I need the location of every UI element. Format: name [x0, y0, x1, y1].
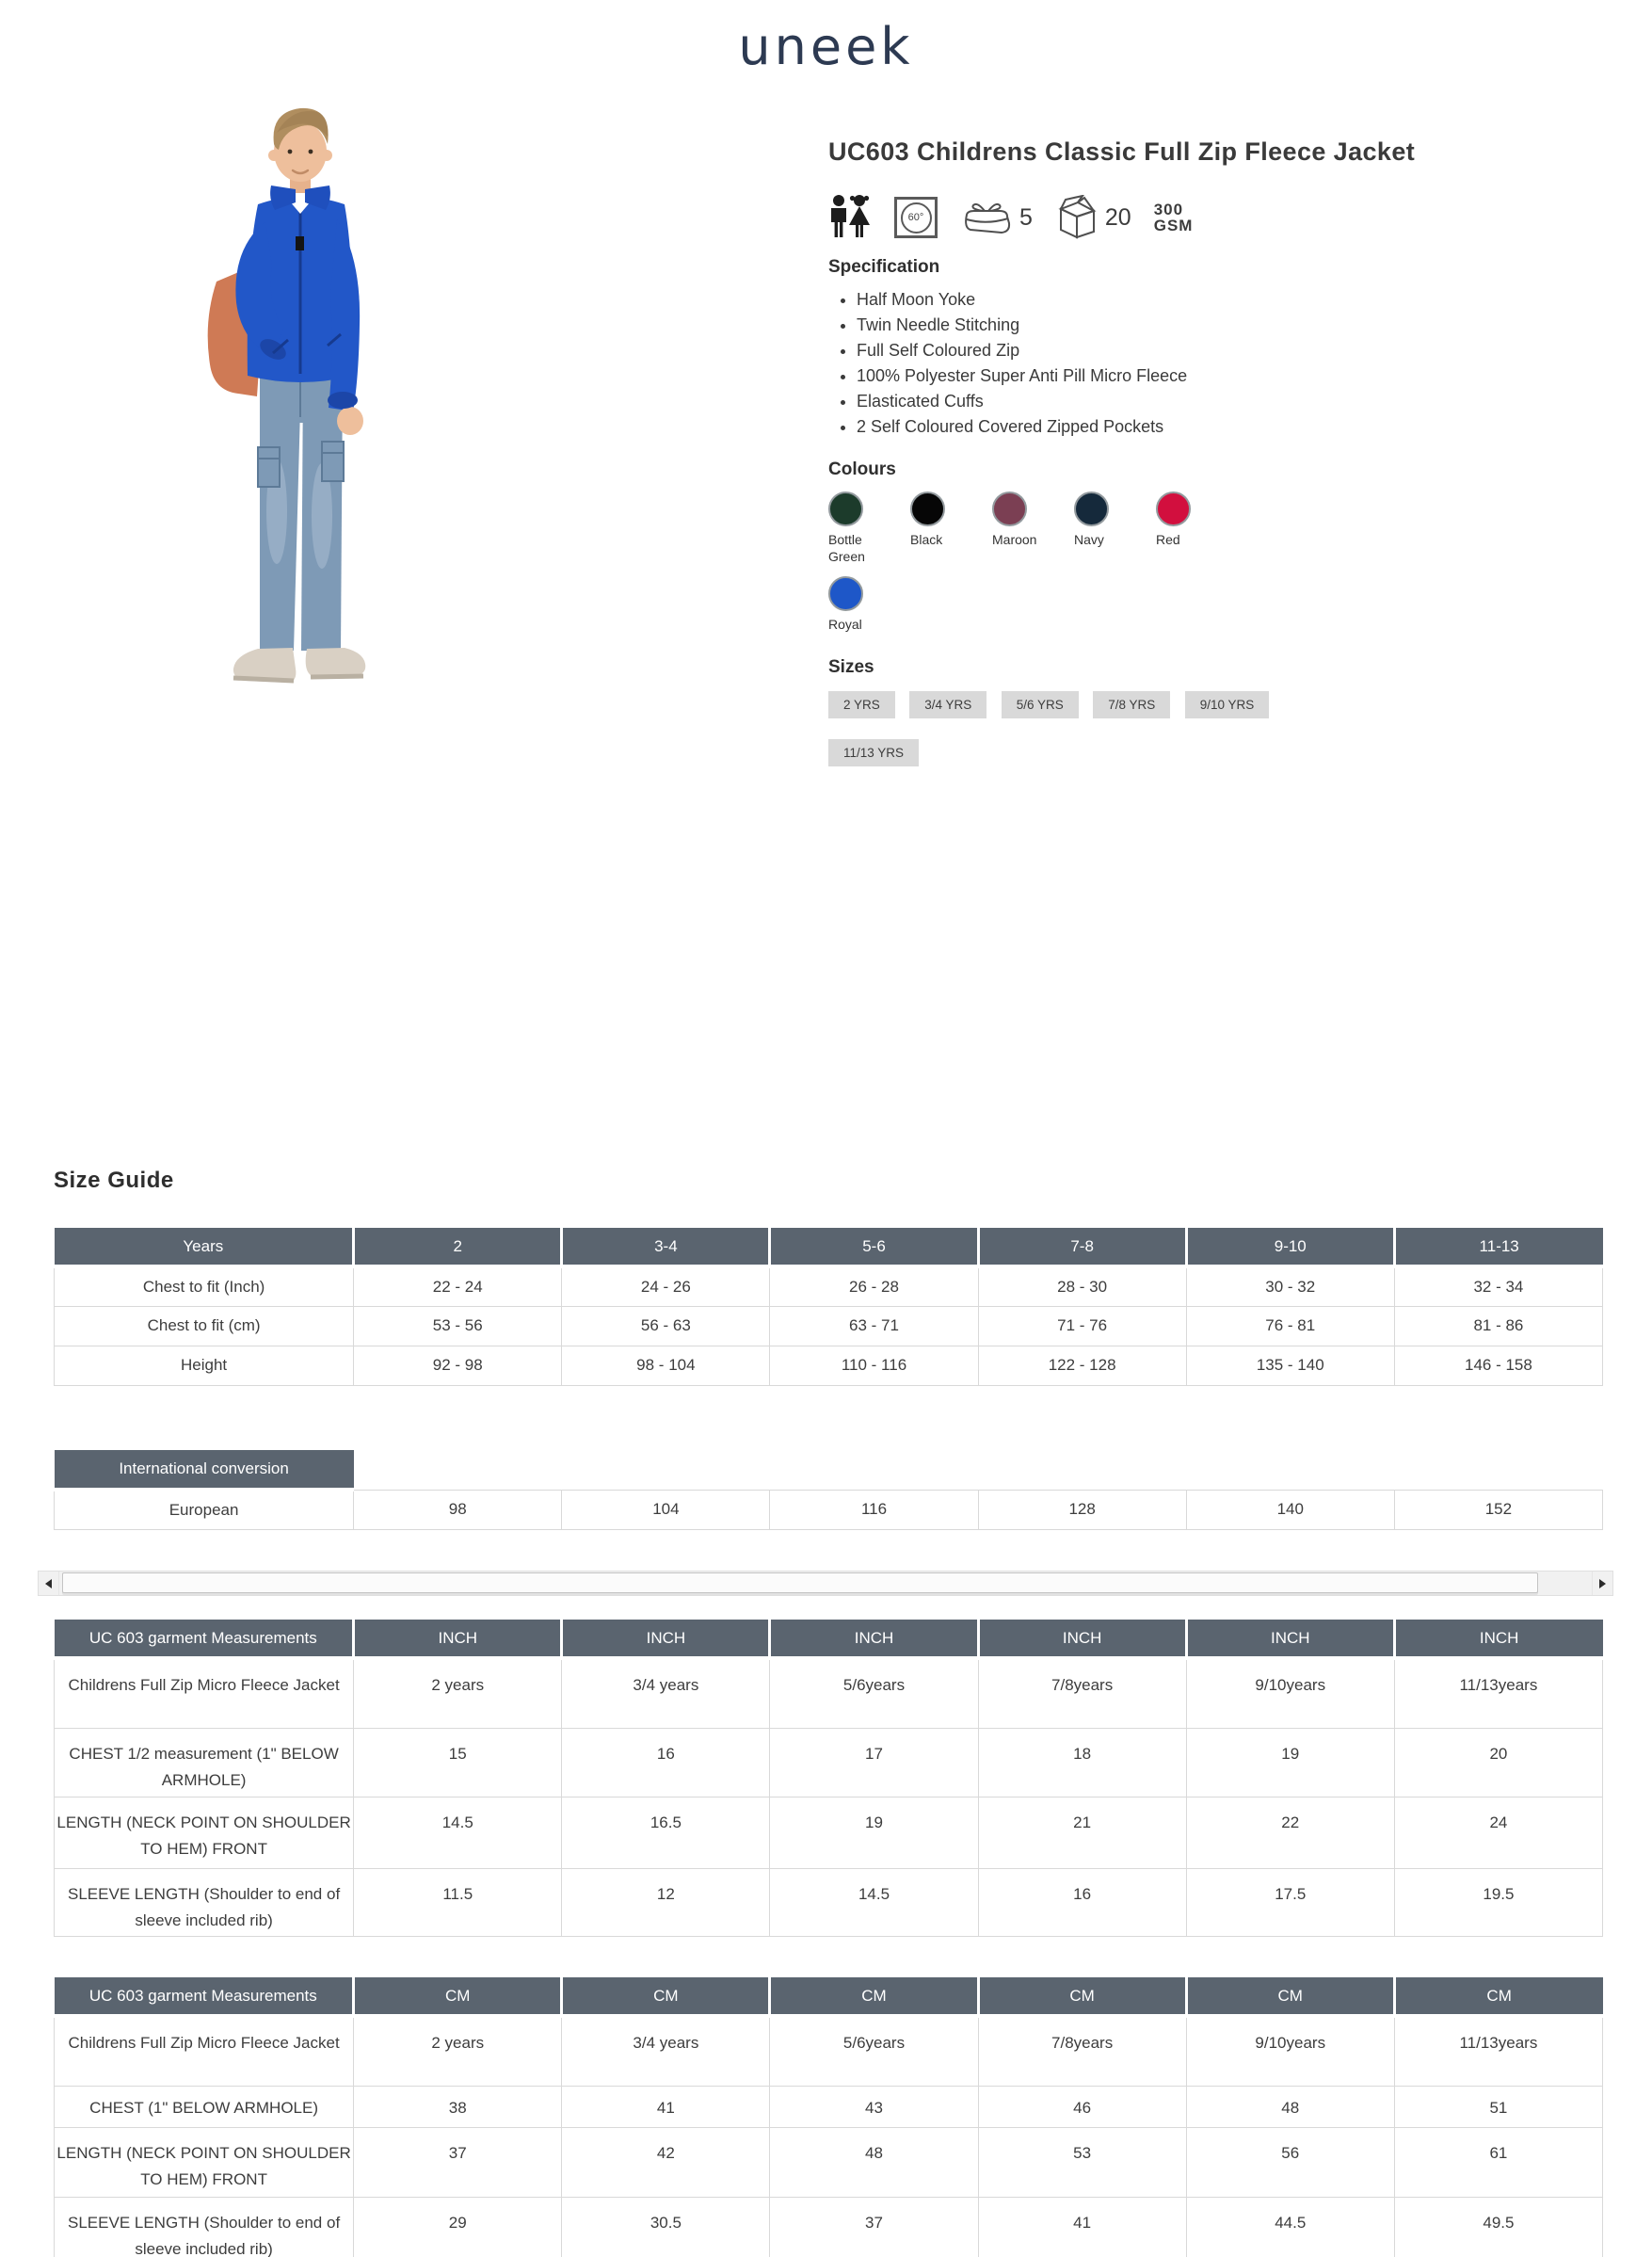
- row-label: Height: [55, 1346, 354, 1385]
- value-cell: 48: [1186, 2086, 1394, 2127]
- specification-list: [857, 287, 1431, 439]
- table-row: [55, 1266, 1603, 1306]
- value-cell: 16: [978, 1868, 1186, 1936]
- swatch-color-dot: [828, 492, 863, 526]
- row-label: LENGTH (NECK POINT ON SHOULDER TO HEM) FRONT: [55, 2127, 354, 2197]
- value-cell: 3/4 years: [562, 1658, 770, 1728]
- carton-quantity-badge: [1055, 195, 1131, 240]
- row-label: European: [55, 1490, 354, 1529]
- size-option-3-4yrs[interactable]: 3/4 YRS: [909, 691, 986, 718]
- row-label: SLEEVE LENGTH (Shoulder to end of sleeve included rib): [55, 2197, 354, 2257]
- unit-header: CM: [354, 1977, 562, 2016]
- value-cell: 19.5: [1394, 1868, 1602, 1936]
- swatch-label: Navy: [1074, 532, 1104, 547]
- unit-header: CM: [1186, 1977, 1394, 2016]
- swatch-label: Red: [1156, 532, 1180, 547]
- corner-header: UC 603 garment Measurements: [55, 1977, 354, 2016]
- value-cell: 30 - 32: [1186, 1266, 1394, 1306]
- chest-fit-table: [54, 1228, 1603, 1386]
- carton-box-icon: [1055, 195, 1099, 240]
- pack-bag-icon: [960, 200, 1013, 235]
- value-cell: 18: [978, 1728, 1186, 1797]
- table-header-row: [55, 1977, 1603, 2016]
- value-cell: 22 - 24: [354, 1266, 562, 1306]
- value-cell: 5/6years: [770, 2016, 978, 2086]
- unit-header: INCH: [978, 1620, 1186, 1658]
- colour-swatch-navy[interactable]: [1074, 492, 1156, 565]
- size-option-11-13yrs[interactable]: 11/13 YRS: [828, 739, 919, 766]
- size-option-5-6yrs[interactable]: 5/6 YRS: [1002, 691, 1079, 718]
- column-header: 3-4: [562, 1228, 770, 1266]
- spec-item: • 2 Self Coloured Covered Zipped Pockets: [857, 414, 1431, 439]
- spec-item: • 100% Polyester Super Anti Pill Micro Fleece: [857, 363, 1431, 388]
- table-header-row: [55, 1620, 1603, 1658]
- value-cell: 146 - 158: [1394, 1346, 1602, 1385]
- row-label: Childrens Full Zip Micro Fleece Jacket: [55, 2016, 354, 2086]
- value-cell: 56: [1186, 2127, 1394, 2197]
- table-row: [55, 2086, 1603, 2127]
- value-cell: 98: [354, 1490, 562, 1529]
- value-cell: 2 years: [354, 1658, 562, 1728]
- swatch-color-dot: [828, 576, 863, 611]
- scroll-left-arrow-icon[interactable]: [39, 1572, 59, 1595]
- value-cell: 14.5: [770, 1868, 978, 1936]
- swatch-label: Royal: [828, 617, 862, 632]
- value-cell: 17: [770, 1728, 978, 1797]
- value-cell: 32 - 34: [1394, 1266, 1602, 1306]
- colour-swatch-bottle-green[interactable]: [828, 492, 910, 565]
- wash-60-icon: [894, 197, 938, 238]
- unit-header: CM: [1394, 1977, 1602, 2016]
- value-cell: 152: [1394, 1490, 1602, 1529]
- row-label: Chest to fit (cm): [55, 1306, 354, 1346]
- value-cell: 110 - 116: [770, 1346, 978, 1385]
- value-cell: 37: [770, 2197, 978, 2257]
- value-cell: 53: [978, 2127, 1186, 2197]
- value-cell: 19: [770, 1797, 978, 1868]
- value-cell: 3/4 years: [562, 2016, 770, 2086]
- value-cell: 81 - 86: [1394, 1306, 1602, 1346]
- value-cell: 11/13years: [1394, 2016, 1602, 2086]
- wash-temp-label: 60°: [907, 212, 924, 223]
- unit-header: INCH: [1186, 1620, 1394, 1658]
- value-cell: 56 - 63: [562, 1306, 770, 1346]
- unit-header: INCH: [770, 1620, 978, 1658]
- sizes-heading: Sizes: [828, 657, 874, 677]
- value-cell: 19: [1186, 1728, 1394, 1797]
- value-cell: 63 - 71: [770, 1306, 978, 1346]
- value-cell: 61: [1394, 2127, 1602, 2197]
- unit-header: CM: [770, 1977, 978, 2016]
- size-option-9-10yrs[interactable]: 9/10 YRS: [1185, 691, 1270, 718]
- swatch-color-dot: [992, 492, 1027, 526]
- value-cell: 51: [1394, 2086, 1602, 2127]
- value-cell: 122 - 128: [978, 1346, 1186, 1385]
- value-cell: 15: [354, 1728, 562, 1797]
- colour-swatches: [828, 492, 1252, 644]
- value-cell: 76 - 81: [1186, 1306, 1394, 1346]
- carton-quantity: 20: [1104, 203, 1131, 231]
- row-label: CHEST 1/2 measurement (1" BELOW ARMHOLE): [55, 1728, 354, 1797]
- colours-heading: Colours: [828, 459, 896, 479]
- international-conversion-table: [54, 1450, 1603, 1530]
- children-icon: [828, 194, 872, 241]
- scrollbar-thumb[interactable]: [62, 1572, 1538, 1593]
- colour-swatch-royal[interactable]: [828, 576, 910, 633]
- value-cell: 49.5: [1394, 2197, 1602, 2257]
- table-row: [55, 1797, 1603, 1868]
- row-label: Childrens Full Zip Micro Fleece Jacket: [55, 1658, 354, 1728]
- row-label: Chest to fit (Inch): [55, 1266, 354, 1306]
- value-cell: 11.5: [354, 1868, 562, 1936]
- column-header: 9-10: [1186, 1228, 1394, 1266]
- table-row: [55, 1658, 1603, 1728]
- value-cell: 38: [354, 2086, 562, 2127]
- value-cell: 140: [1186, 1490, 1394, 1529]
- pack-quantity: 5: [1019, 203, 1033, 231]
- unit-header: INCH: [562, 1620, 770, 1658]
- value-cell: 48: [770, 2127, 978, 2197]
- table-row: [55, 1490, 1603, 1529]
- column-header: 2: [354, 1228, 562, 1266]
- table-header-row: [55, 1228, 1603, 1266]
- colour-swatch-black[interactable]: [910, 492, 992, 565]
- spacer-cell: [354, 1450, 1603, 1490]
- table-row: [55, 2016, 1603, 2086]
- scroll-right-arrow-icon[interactable]: [1592, 1572, 1612, 1595]
- horizontal-scrollbar[interactable]: [38, 1571, 1613, 1596]
- table-row: [55, 2127, 1603, 2197]
- gsm-unit: GSM: [1153, 217, 1194, 234]
- value-cell: 5/6years: [770, 1658, 978, 1728]
- gsm-badge: [1154, 202, 1194, 234]
- value-cell: 43: [770, 2086, 978, 2127]
- garment-measurements-cm-table: [54, 1977, 1603, 2257]
- value-cell: 42: [562, 2127, 770, 2197]
- value-cell: 44.5: [1186, 2197, 1394, 2257]
- spec-item: • Half Moon Yoke: [857, 287, 1431, 312]
- international-conversion-header: International conversion: [55, 1450, 354, 1490]
- column-header: 11-13: [1394, 1228, 1602, 1266]
- value-cell: 16: [562, 1728, 770, 1797]
- value-cell: 26 - 28: [770, 1266, 978, 1306]
- value-cell: 20: [1394, 1728, 1602, 1797]
- row-label: LENGTH (NECK POINT ON SHOULDER TO HEM) FRONT: [55, 1797, 354, 1868]
- spec-item: • Full Self Coloured Zip: [857, 338, 1431, 363]
- value-cell: 128: [978, 1490, 1186, 1529]
- spec-item: • Elasticated Cuffs: [857, 389, 1431, 413]
- swatch-label: Maroon: [992, 532, 1037, 547]
- value-cell: 98 - 104: [562, 1346, 770, 1385]
- table-row: [55, 1868, 1603, 1936]
- value-cell: 29: [354, 2197, 562, 2257]
- value-cell: 7/8years: [978, 2016, 1186, 2086]
- table-row: [55, 1306, 1603, 1346]
- value-cell: 24 - 26: [562, 1266, 770, 1306]
- product-info: [828, 137, 1431, 787]
- table-row: [55, 1728, 1603, 1797]
- value-cell: 104: [562, 1490, 770, 1529]
- table-header-row: [55, 1450, 1603, 1490]
- product-photo: [179, 97, 407, 741]
- value-cell: 53 - 56: [354, 1306, 562, 1346]
- garment-measurements-inch-table: [54, 1620, 1603, 1937]
- value-cell: 116: [770, 1490, 978, 1529]
- value-cell: 92 - 98: [354, 1346, 562, 1385]
- column-header: 5-6: [770, 1228, 978, 1266]
- table-row: [55, 1346, 1603, 1385]
- row-label: SLEEVE LENGTH (Shoulder to end of sleeve included rib): [55, 1868, 354, 1936]
- row-label: CHEST (1" BELOW ARMHOLE): [55, 2086, 354, 2127]
- value-cell: 22: [1186, 1797, 1394, 1868]
- unit-header: CM: [562, 1977, 770, 2016]
- value-cell: 11/13years: [1394, 1658, 1602, 1728]
- value-cell: 28 - 30: [978, 1266, 1186, 1306]
- value-cell: 17.5: [1186, 1868, 1394, 1936]
- value-cell: 7/8years: [978, 1658, 1186, 1728]
- value-cell: 41: [562, 2086, 770, 2127]
- value-cell: 12: [562, 1868, 770, 1936]
- value-cell: 14.5: [354, 1797, 562, 1868]
- value-cell: 2 years: [354, 2016, 562, 2086]
- table-row: [55, 2197, 1603, 2257]
- unit-header: INCH: [1394, 1620, 1602, 1658]
- spec-item: • Twin Needle Stitching: [857, 313, 1431, 337]
- column-header: 7-8: [978, 1228, 1186, 1266]
- value-cell: 30.5: [562, 2197, 770, 2257]
- size-option-2yrs[interactable]: 2 YRS: [828, 691, 895, 718]
- pack-quantity-badge: [960, 200, 1033, 235]
- swatch-label: Black: [910, 532, 943, 547]
- value-cell: 21: [978, 1797, 1186, 1868]
- gsm-value: 300: [1153, 201, 1184, 218]
- value-cell: 71 - 76: [978, 1306, 1186, 1346]
- swatch-label: Bottle Green: [828, 532, 865, 564]
- brand-logo: uneek: [738, 17, 914, 76]
- unit-header: CM: [978, 1977, 1186, 2016]
- value-cell: 16.5: [562, 1797, 770, 1868]
- value-cell: 24: [1394, 1797, 1602, 1868]
- value-cell: 9/10years: [1186, 1658, 1394, 1728]
- colour-swatch-maroon[interactable]: [992, 492, 1074, 565]
- size-guide-heading: Size Guide: [54, 1168, 174, 1193]
- value-cell: 135 - 140: [1186, 1346, 1394, 1385]
- value-cell: 9/10years: [1186, 2016, 1394, 2086]
- value-cell: 37: [354, 2127, 562, 2197]
- size-option-7-8yrs[interactable]: 7/8 YRS: [1093, 691, 1170, 718]
- unit-header: INCH: [354, 1620, 562, 1658]
- specification-heading: Specification: [828, 257, 940, 277]
- corner-header: UC 603 garment Measurements: [55, 1620, 354, 1658]
- colour-swatch-red[interactable]: [1156, 492, 1238, 565]
- swatch-color-dot: [910, 492, 945, 526]
- column-header: Years: [55, 1228, 354, 1266]
- value-cell: 41: [978, 2197, 1186, 2257]
- product-title: UC603 Childrens Classic Full Zip Fleece Jacket: [828, 137, 1416, 166]
- size-options: [828, 691, 1299, 787]
- swatch-color-dot: [1074, 492, 1109, 526]
- value-cell: 46: [978, 2086, 1186, 2127]
- product-badges: [828, 193, 1431, 242]
- swatch-color-dot: [1156, 492, 1191, 526]
